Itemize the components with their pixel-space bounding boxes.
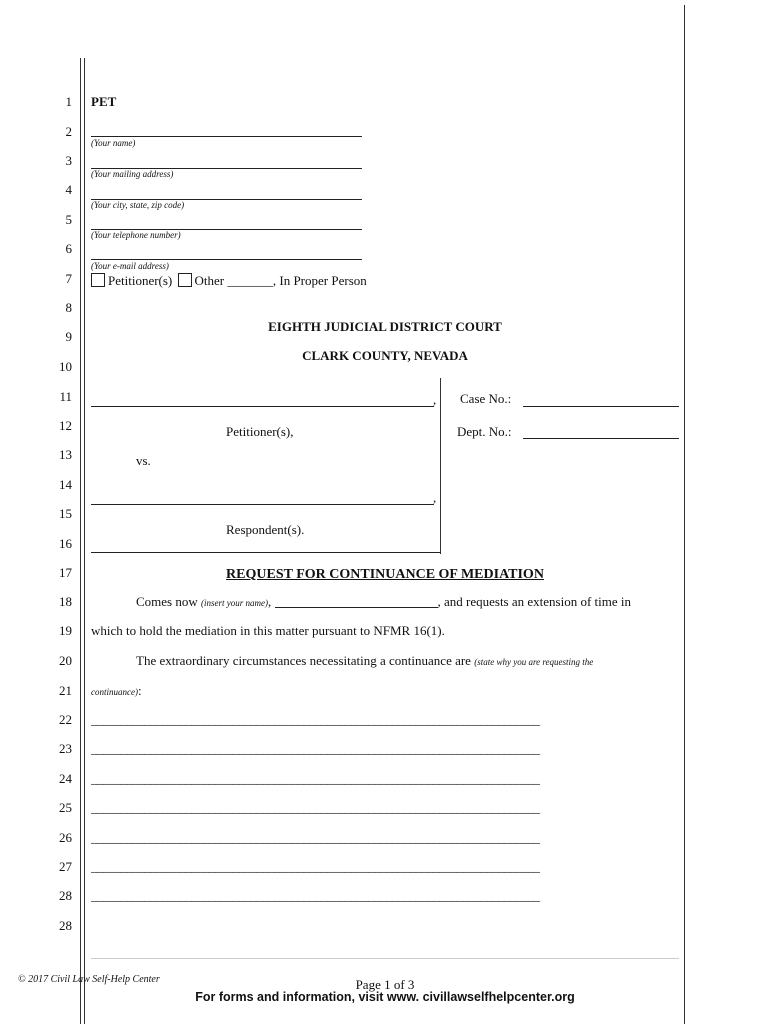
- line-number: 7: [65, 271, 72, 286]
- name-field-line[interactable]: [91, 136, 362, 137]
- reason-blank-line[interactable]: ____________________________________________________________________________: [91, 771, 540, 786]
- line-number: 8: [65, 300, 72, 315]
- paragraph-2-line-1: [136, 653, 593, 669]
- case-no-field[interactable]: [523, 406, 679, 407]
- line-number: 18: [59, 594, 72, 609]
- line-number: 28: [59, 888, 72, 903]
- line-number: 16: [59, 536, 72, 551]
- email-field-label: (Your e-mail address): [91, 261, 169, 271]
- line-number: 17: [59, 565, 72, 580]
- reason-blank-line[interactable]: ____________________________________________________________________________: [91, 800, 540, 815]
- line-number: 3: [65, 153, 72, 168]
- line-number: 25: [59, 800, 72, 815]
- p2-start-text: The extraordinary circumstances necessitating a continuance are: [136, 653, 471, 668]
- p1-end-text: , and requests an extension of time in: [437, 594, 632, 609]
- court-name: EIGHTH JUDICIAL DISTRICT COURT: [268, 319, 502, 334]
- copyright-notice: © 2017 Civil Law Self-Help Center: [18, 974, 160, 985]
- city-state-zip-field-label: (Your city, state, zip code): [91, 200, 185, 210]
- petitioner-name-line[interactable]: [91, 406, 434, 407]
- reason-blank-line[interactable]: ____________________________________________________________________________: [91, 859, 540, 874]
- line-number: 21: [59, 683, 72, 698]
- respondent-caption-label: Respondent(s).: [226, 522, 305, 537]
- line-number: 26: [59, 830, 72, 845]
- caption-box-right-tick-top: [440, 378, 441, 554]
- line-number: 1: [65, 94, 72, 109]
- other-blank[interactable]: _______: [227, 273, 273, 288]
- line-number: 4: [65, 182, 72, 197]
- document-title: REQUEST FOR CONTINUANCE OF MEDIATION: [226, 567, 544, 582]
- case-no-label: Case No.:: [460, 391, 512, 406]
- caption-box-bottom: [91, 552, 441, 553]
- petitioner-caption-label: Petitioner(s),: [226, 424, 294, 439]
- reason-blank-line[interactable]: ____________________________________________________________________________: [91, 830, 540, 845]
- right-margin-rule: [684, 5, 685, 1024]
- paragraph-1-line-2: which to hold the mediation in this matter pursuant to NFMR 16(1).: [91, 623, 445, 638]
- line-number: 9: [65, 329, 72, 344]
- email-field-line[interactable]: [91, 259, 362, 260]
- paragraph-1-line-1: [136, 594, 631, 610]
- p1-comma: ,: [268, 594, 272, 609]
- in-proper-person-label: , In Proper Person: [272, 273, 367, 288]
- petitioner-checkbox[interactable]: [91, 273, 105, 287]
- page-number: Page 1 of 3: [355, 977, 415, 992]
- court-county: CLARK COUNTY, NEVADA: [302, 348, 468, 363]
- other-checkbox[interactable]: [178, 273, 192, 287]
- reason-hint-continued: continuance): [91, 687, 138, 697]
- dept-no-field[interactable]: [523, 438, 679, 439]
- line-number: 10: [59, 359, 72, 374]
- left-margin-rule-inner: [84, 58, 85, 1024]
- reason-blank-line[interactable]: ____________________________________________________________________________: [91, 741, 540, 756]
- p2-colon: :: [137, 683, 142, 698]
- line-number: 19: [59, 623, 72, 638]
- name-field-label: (Your name): [91, 138, 136, 148]
- line-number: 5: [65, 212, 72, 227]
- line-number: 11: [59, 389, 72, 404]
- line-number: 12: [59, 418, 72, 433]
- line-number: 27: [59, 859, 72, 874]
- other-label: Other: [194, 273, 225, 288]
- line-number: 22: [59, 712, 72, 727]
- line-number: 24: [59, 771, 72, 786]
- footer-info: For forms and information, visit www. civillawselfhelpcenter.org: [195, 990, 575, 1004]
- dept-no-label: Dept. No.:: [457, 424, 512, 439]
- line-number: 28: [59, 918, 72, 933]
- role-line: [91, 273, 367, 289]
- paragraph-2-line-2: [91, 683, 142, 699]
- footer-rule: [91, 958, 679, 959]
- petitioner-comma: ,: [433, 392, 437, 407]
- vs-label: vs.: [136, 453, 151, 468]
- line-number: 20: [59, 653, 72, 668]
- reason-blank-line[interactable]: ____________________________________________________________________________: [91, 712, 540, 727]
- line-number: 23: [59, 741, 72, 756]
- line-number: 15: [59, 506, 72, 521]
- mailing-address-field-label: (Your mailing address): [91, 169, 174, 179]
- respondent-name-line[interactable]: [91, 504, 434, 505]
- petitioner-label: Petitioner(s): [108, 273, 173, 288]
- line-number: 2: [65, 124, 72, 139]
- comes-now-text: Comes now: [136, 594, 198, 609]
- line-number: 6: [65, 241, 72, 256]
- requester-name-field[interactable]: [275, 595, 438, 608]
- reason-hint: (state why you are requesting the: [474, 657, 594, 667]
- line-number: 14: [59, 477, 72, 492]
- line-number: 13: [59, 447, 72, 462]
- doc-code: PET: [91, 94, 117, 109]
- respondent-comma: ,: [433, 490, 437, 505]
- telephone-field-label: (Your telephone number): [91, 230, 181, 240]
- left-margin-rule-outer: [80, 58, 81, 1024]
- reason-blank-line[interactable]: ____________________________________________________________________________: [91, 888, 540, 903]
- insert-name-hint: (insert your name): [201, 598, 268, 608]
